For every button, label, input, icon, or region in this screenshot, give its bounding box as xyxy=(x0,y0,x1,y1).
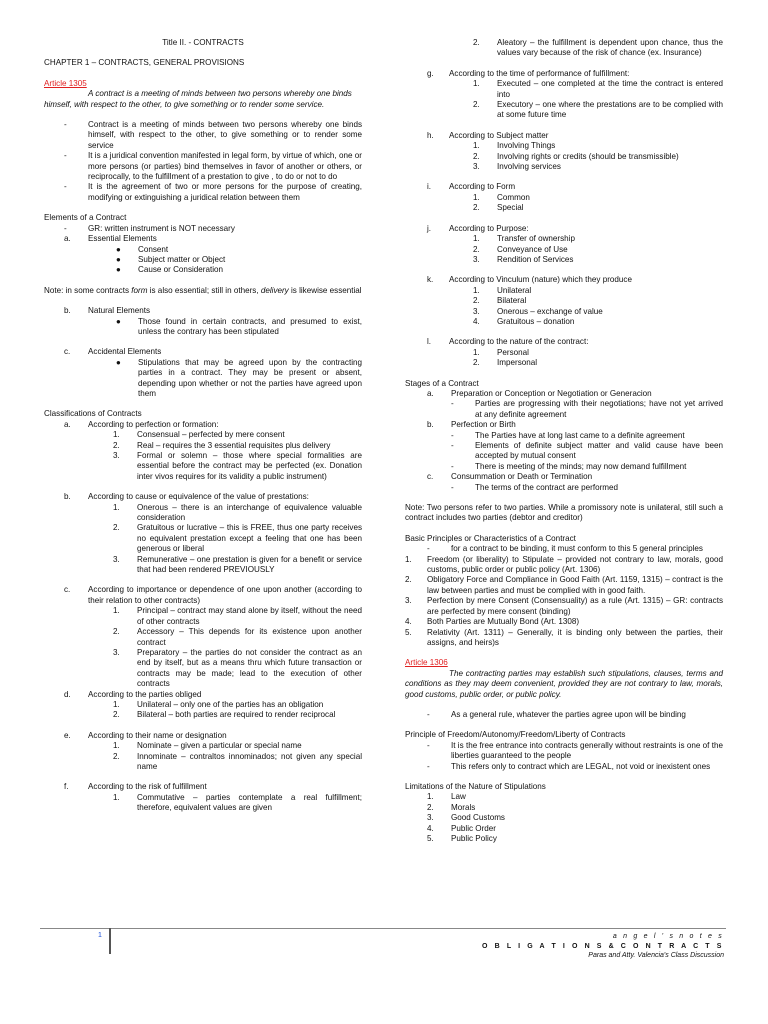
list-item: g. According to the time of performance of fulfillment: xyxy=(427,68,630,78)
list-item: 1. Nominate – given a particular or special name xyxy=(113,741,302,751)
list-item: - Parties are progressing with their negotiations; have not yet arrived at any definite agreement xyxy=(451,399,723,419)
list-item: 3. Perfection by mere Consent (Consensuality) as a rule (Art. 1315) – GR: contracts are perfected by mere consent (binding) xyxy=(405,596,723,616)
article-1306-label: Article 1306 xyxy=(405,658,448,668)
list-item: - There is meeting of the minds; may now demand fulfillment xyxy=(451,461,687,471)
list-item: 4. Gratuitous – donation xyxy=(473,316,575,326)
list-item: 1. Transfer of ownership xyxy=(473,234,575,244)
list-item: 2. Accessory – This depends for its existence upon another contract xyxy=(113,627,362,647)
list-item: - Contract is a meeting of minds between two persons whereby one binds himself, with respect to the other, to give something or to render some service xyxy=(64,120,362,150)
list-item: - The Parties have at long last came to a definite agreement xyxy=(451,430,685,440)
list-item: b. Perfection or Birth xyxy=(427,420,516,430)
document-title: Title II. - CONTRACTS xyxy=(162,38,244,47)
list-item: 1. Consensual – perfected by mere consent xyxy=(113,430,285,440)
list-item: 1. Law xyxy=(427,792,466,802)
list-item: - for a contract to be binding, it must conform to this 5 general principles xyxy=(427,544,703,554)
page-number: 1 xyxy=(98,932,102,939)
list-item: 3. Preparatory – the parties do not consider the contract as an end by itself, but as a means thru which future transaction or contracts may be made; lead to the execution of other contracts xyxy=(113,647,362,689)
right-column xyxy=(405,38,723,844)
list-item: 3. Remunerative – one prestation is given for a benefit or service that had been rendered PREVIOUSLY xyxy=(113,554,362,575)
list-item: - Elements of definite subject matter and valid cause have been accepted by mutual consent xyxy=(451,441,723,461)
list-item: - The terms of the contract are performed xyxy=(451,482,619,492)
list-item: c. Consummation or Death or Termination xyxy=(427,472,593,482)
list-item: 5. Public Policy xyxy=(427,834,497,843)
list-item: d. According to the parties obliged xyxy=(64,689,202,699)
list-item: 2. Aleatory – the fulfillment is dependent upon chance, thus the values vary because of the risk of chance (ex. Insurance) xyxy=(473,38,723,58)
list-item: ● Stipulations that may be agreed upon by the contracting parties in a contract. They may be present or absent, depending upon whether or not the parties have agreed upon them xyxy=(116,357,362,398)
list-item: 2. Bilateral xyxy=(473,296,527,306)
list-item: 1. Involving Things xyxy=(473,141,556,151)
list-item: 2. Obligatory Force and Compliance in Good Faith (Art. 1159, 1315) – contract is the law between parties and must be complied with in good faith. xyxy=(405,575,723,595)
list-item: 1. Freedom (or liberality) to Stipulate – provided not contrary to law, morals, good customs, public order or public policy (Art. 1306) xyxy=(405,554,723,575)
list-item: b. According to cause or equivalence of the value of prestations: xyxy=(64,492,309,502)
list-item: 1. Onerous – there is an interchange of equivalence valuable consideration xyxy=(113,502,362,523)
list-item: ● Cause or Consideration xyxy=(116,265,224,275)
list-item: - This refers only to contract which are LEGAL, not void or inexistent ones xyxy=(427,761,711,771)
list-item: j. According to Purpose: xyxy=(427,223,529,233)
footer-subject: O B L I G A T I O N S & C O N T R A C T S xyxy=(482,942,724,950)
article-1306-text: The contracting parties may establish such stipulations, clauses, terms and conditions as they may deem convenient, provided they are not contrary to law, morals, good customs, public order, or public policy. xyxy=(405,668,723,699)
list-item: 2. Special xyxy=(473,203,524,213)
list-item: 1. Unilateral xyxy=(473,285,532,295)
list-item: 1. Personal xyxy=(473,347,529,357)
classifications-heading: Classifications of Contracts xyxy=(44,409,142,419)
list-item: 4. Both Parties are Mutually Bond (Art. 1308) xyxy=(405,617,580,627)
list-item: e. According to their name or designation xyxy=(64,730,227,740)
footer-notes-label: a n g e l ' s n o t e s xyxy=(612,933,724,940)
list-item: 2. Innominate – contraltos innominados; not given any special name xyxy=(113,751,362,771)
list-item: 2. Real – requires the 3 essential requisites plus delivery xyxy=(113,440,331,450)
list-item: 2. Executory – one where the prestations are to be complied with at some future time xyxy=(473,100,723,120)
footer-class: Paras and Atty. Valencia's Class Discussion xyxy=(588,952,724,959)
list-item: a. According to perfection or formation: xyxy=(64,419,219,429)
list-item: - GR: written instrument is NOT necessary xyxy=(64,223,235,233)
list-item: 2. Involving rights or credits (should be transmissible) xyxy=(473,151,679,161)
list-item: 4. Public Order xyxy=(427,823,496,833)
list-item: ● Consent xyxy=(116,244,169,254)
stages-heading: Stages of a Contract xyxy=(405,378,479,388)
freedom-heading: Principle of Freedom/Autonomy/Freedom/Liberty of Contracts xyxy=(405,730,626,740)
left-column xyxy=(44,38,362,814)
list-item: c. According to importance or dependence of one upon another (according to their relation to other contracts) xyxy=(64,585,362,605)
list-item: - It is a juridical convention manifested in legal form, by virtue of which, one or more persons (or parties) bind themselves in favor of another or others, or reciprocally, to the fulfillment of a prestation to give , to do or not to do xyxy=(64,151,362,182)
list-item: 1. Principal – contract may stand alone by itself, without the need of other contracts xyxy=(113,606,362,626)
list-item: b. Natural Elements xyxy=(64,306,151,316)
list-item: 1. Unilateral – only one of the parties has an obligation xyxy=(113,699,324,709)
principles-heading: Basic Principles or Characteristics of a Contract xyxy=(405,533,576,543)
list-item: - It is the agreement of two or more persons for the purpose of creating, modifying or extinguishing a juridical relation between them xyxy=(64,182,362,202)
list-item: - It is the free entrance into contracts generally without restraints is one of the liberties guaranteed to the people xyxy=(427,740,723,761)
list-item: 3. Rendition of Services xyxy=(473,254,574,264)
list-item: a. Preparation or Conception or Negotiation or Generacion xyxy=(427,388,652,398)
list-item: a. Essential Elements xyxy=(64,234,157,244)
list-item: 1. Commutative – parties contemplate a real fulfillment; therefore, equivalent values are given xyxy=(113,792,362,813)
list-item: ● Those found in certain contracts, and presumed to exist, unless the contrary has been stipulated xyxy=(116,316,362,336)
list-item: 2. Impersonal xyxy=(473,358,538,368)
footer-divider xyxy=(40,928,726,929)
list-item: 1. Common xyxy=(473,192,530,202)
list-item: 2. Bilateral – both parties are required to render reciprocal xyxy=(113,710,336,720)
list-item: - As a general rule, whatever the parties agree upon will be binding xyxy=(427,709,686,719)
elements-heading: Elements of a Contract xyxy=(44,213,127,223)
elements-note: Note: in some contracts form is also essential; still in others, delivery is likewise essential xyxy=(44,285,362,295)
list-item: ● Subject matter or Object xyxy=(116,254,226,264)
list-item: 3. Formal or solemn – those where special formalities are essential before the contract may be perfected (ex. Donation inter vivos requires for its validity a public instrument) xyxy=(113,451,362,481)
list-item: c. Accidental Elements xyxy=(64,347,162,357)
list-item: 1. Executed – one completed at the time the contract is entered into xyxy=(473,79,723,99)
footer-credits xyxy=(482,932,724,961)
list-item: 2. Conveyance of Use xyxy=(473,244,568,254)
footer-vertical-bar xyxy=(109,928,111,954)
list-item: 2. Gratuitous or lucrative – this is FREE, thus one party receives no equivalent prestation except a feeling that one has been generous or liberal xyxy=(113,523,362,554)
list-item: l. According to the nature of the contract: xyxy=(427,337,589,347)
list-item: 2. Morals xyxy=(427,802,476,812)
limitations-heading: Limitations of the Nature of Stipulations xyxy=(405,781,546,791)
list-item: f. According to the risk of fulfillment xyxy=(64,782,207,792)
article-1305-label: Article 1305 xyxy=(44,78,87,88)
list-item: i. According to Form xyxy=(427,182,516,192)
list-item: 5. Relativity (Art. 1311) – Generally, it is binding only between the parties, their assigns, and heirs)s xyxy=(405,627,723,647)
article-1305-text: A contract is a meeting of minds between two persons whereby one binds himself, with respect to the other, to give something or to render some service. xyxy=(44,89,352,109)
chapter-heading: CHAPTER 1 – CONTRACTS, GENERAL PROVISIONS xyxy=(44,58,245,68)
list-item: 3. Onerous – exchange of value xyxy=(473,306,603,316)
stages-note: Note: Two persons refer to two parties. While a promissory note is unilateral, still such a contract includes two parties (debtor and creditor) xyxy=(405,503,723,523)
list-item: 3. Involving services xyxy=(473,162,561,172)
list-item: h. According to Subject matter xyxy=(427,130,549,140)
list-item: 3. Good Customs xyxy=(427,813,505,823)
list-item: k. According to Vinculum (nature) which they produce xyxy=(427,275,632,285)
